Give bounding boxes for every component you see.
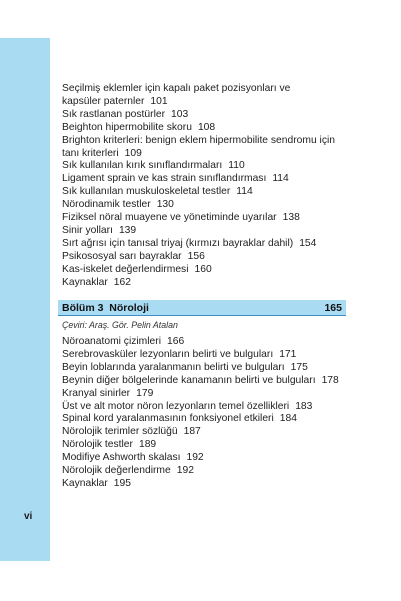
toc-entry-page: 187 [183, 426, 201, 438]
chapter-title: Bölüm 3 Nöroloji [62, 301, 149, 314]
toc-entry [62, 83, 352, 96]
toc-entry [62, 388, 352, 401]
toc-entry [62, 264, 352, 277]
toc-entry-title: Beyin loblarında yaralanmanın belirti ve bulguları [62, 361, 285, 373]
toc-entry-page: 175 [290, 361, 308, 373]
toc-section-bottom [62, 336, 352, 491]
toc-entry [62, 478, 352, 491]
toc-entry-title: Nörolojik terimler sözlüğü [62, 426, 178, 438]
toc-entry-page: 154 [299, 237, 317, 249]
toc-entry [62, 251, 352, 264]
toc-entry-title: tanı kriterleri [62, 147, 119, 159]
toc-entry-page: 189 [138, 439, 157, 451]
toc-entry-page: 114 [272, 173, 289, 185]
toc-entry-page: 139 [118, 224, 137, 236]
toc-entry [62, 401, 352, 414]
toc-entry-title: Sık kullanılan muskuloskeletal testler [62, 186, 231, 198]
toc-entry-title: Kranyal sinirler [62, 387, 131, 399]
toc-entry-title: Kas-iskelet değerlendirmesi [62, 263, 189, 275]
side-color-strip [0, 38, 50, 561]
toc-entry [62, 173, 352, 186]
toc-entry-page: 109 [124, 147, 142, 159]
toc-entry [62, 426, 352, 439]
toc-entry [62, 148, 352, 161]
toc-entry-title: Kaynaklar [62, 276, 108, 288]
toc-entry-page: 110 [228, 160, 245, 172]
toc-entry-page: 195 [113, 477, 131, 489]
toc-entry-title: Beynin diğer bölgelerinde kanamanın belirti ve bulguları [62, 374, 316, 386]
toc-entry-page: 162 [113, 276, 131, 288]
toc-entry [62, 362, 352, 375]
toc-entry-page: 138 [282, 212, 300, 224]
toc-entry-page: 179 [136, 387, 154, 399]
toc-entry-title: Modifiye Ashworth skalası [62, 452, 181, 464]
toc-entry [62, 439, 352, 452]
translator-credit: Çeviri: Araş. Gör. Pelin Atalan [62, 320, 178, 330]
toc-entry [62, 413, 352, 426]
toc-entry-page: 178 [321, 374, 339, 386]
toc-entry-title: Sık rastlanan postürler [62, 108, 166, 120]
toc-entry [62, 160, 352, 173]
toc-entry-page: 166 [167, 336, 185, 347]
toc-entry-title: Seçilmiş eklemler için kapalı paket pozisyonları ve [62, 83, 291, 94]
toc-entry-title: Psikososyal sarı bayraklar [62, 250, 182, 262]
toc-entry [62, 465, 352, 478]
toc-entry [62, 225, 352, 238]
chapter-page: 165 [324, 301, 342, 314]
toc-entry-page: 103 [171, 108, 189, 120]
toc-entry [62, 452, 352, 465]
toc-entry [62, 199, 352, 212]
toc-entry [62, 96, 352, 109]
toc-entry-title: Sırt ağrısı için tanısal triyaj (kırmızı bayraklar dahil) [62, 237, 294, 249]
toc-entry-page: 183 [295, 400, 313, 412]
toc-entry-title: Nöroanatomi çizimleri [62, 336, 161, 347]
toc-entry-page: 184 [279, 413, 297, 425]
toc-entry-title: Brighton kriterleri: benign eklem hipermobilite sendromu için [62, 134, 335, 146]
toc-entry-title: Ligament sprain ve kas strain sınıflandırması [62, 173, 267, 185]
toc-section-top [62, 83, 352, 290]
toc-entry-page: 160 [194, 263, 212, 275]
chapter-heading-bar [58, 300, 346, 316]
toc-entry [62, 349, 352, 362]
toc-entry-title: Nörolojik testler [62, 439, 133, 451]
toc-entry-title: Kaynaklar [62, 477, 108, 489]
toc-entry-page: 156 [187, 250, 205, 262]
toc-entry-title: Nörodinamik testler [62, 199, 151, 211]
toc-entry-title: Spinal kord yaralanmasının fonksiyonel etkileri [62, 413, 274, 425]
toc-entry [62, 375, 352, 388]
toc-entry-title: Nörolojik değerlendirme [62, 465, 171, 477]
toc-entry-title: Serebrovasküler lezyonların belirti ve bulguları [62, 348, 274, 360]
toc-entry [62, 122, 352, 135]
toc-entry-title: Beighton hipermobilite skoru [62, 121, 192, 133]
toc-entry [62, 109, 352, 122]
toc-entry-title: kapsüler paternler [62, 95, 145, 107]
page-number: vi [24, 511, 33, 522]
toc-entry-title: Üst ve alt motor nöron lezyonların temel özellikleri [62, 400, 290, 412]
toc-entry [62, 336, 352, 349]
toc-entry-title: Sinir yolları [62, 224, 113, 236]
toc-entry [62, 277, 352, 290]
toc-entry [62, 238, 352, 251]
toc-entry [62, 135, 352, 148]
toc-entry-page: 130 [156, 199, 174, 211]
toc-entry [62, 212, 352, 225]
toc-entry [62, 186, 352, 199]
toc-entry-page: 101 [150, 95, 168, 107]
toc-entry-title: Sık kullanılan kırık sınıflandırmaları [62, 160, 223, 172]
toc-entry-page: 192 [176, 465, 194, 477]
toc-entry-page: 108 [197, 121, 216, 133]
toc-entry-page: 114 [236, 186, 253, 198]
toc-entry-page: 192 [186, 452, 204, 464]
toc-entry-title: Fiziksel nöral muayene ve yönetiminde uyarılar [62, 212, 277, 224]
toc-entry-page: 171 [279, 348, 297, 360]
